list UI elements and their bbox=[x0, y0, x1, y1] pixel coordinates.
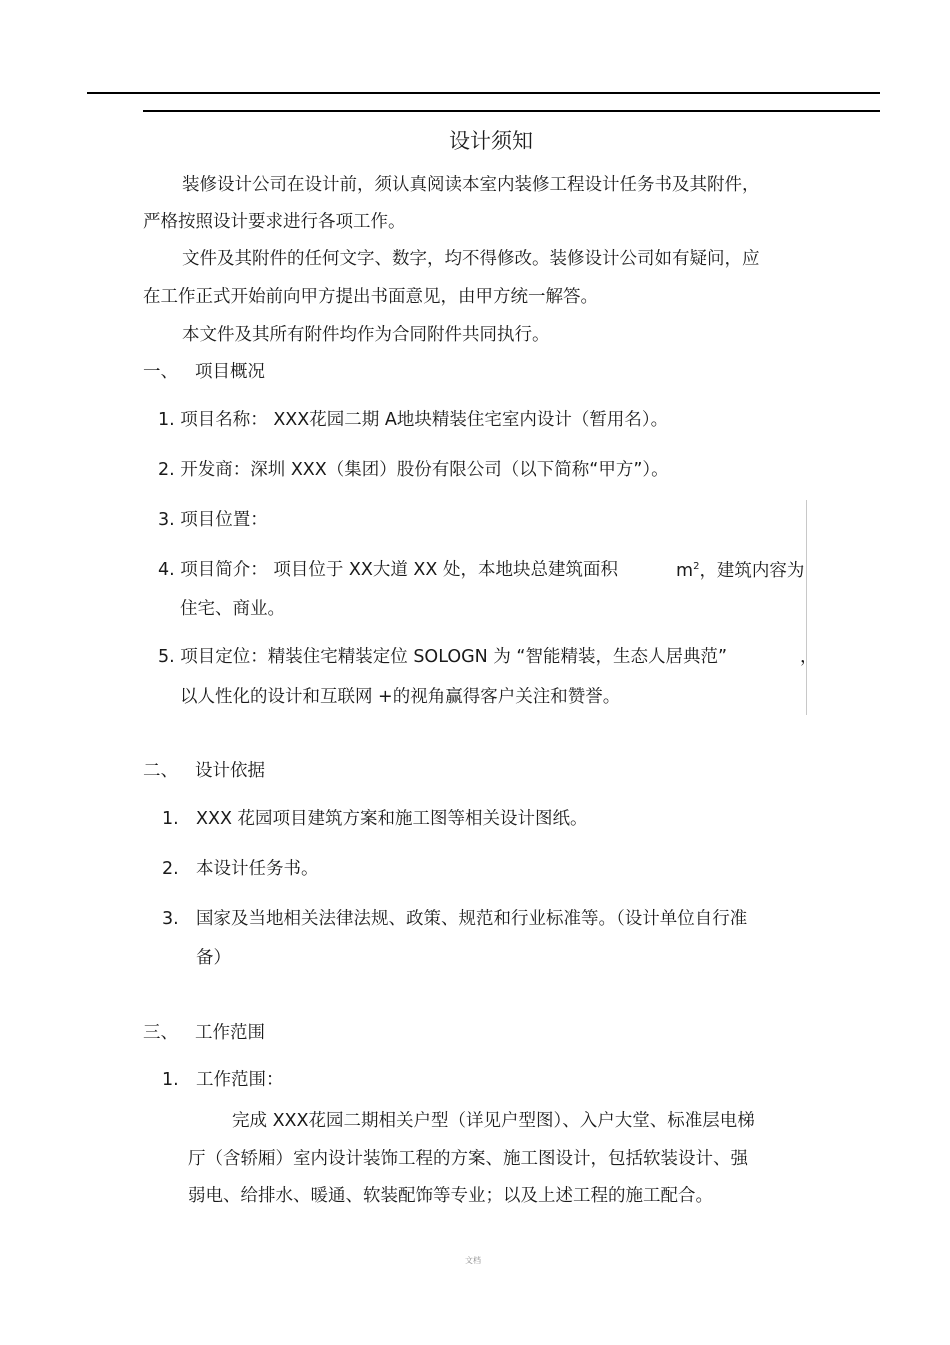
s1-item-1: 1. 项目名称： XXX花园二期 A地块精装住宅室内设计（暂用名）。 bbox=[158, 410, 669, 430]
s2-item-3-cont: 备） bbox=[196, 948, 231, 968]
page-footer: 文档 bbox=[465, 1256, 481, 1265]
header-rule-top bbox=[87, 92, 880, 94]
s1-item-2: 2. 开发商：深圳 XXX（集团）股份有限公司（以下简称“甲方”）。 bbox=[158, 460, 669, 480]
area-unit-superscript: 2 bbox=[693, 561, 700, 572]
s2-item-3-text: 国家及当地相关法律法规、政策、规范和行业标准等。（设计单位自行准 bbox=[196, 909, 748, 929]
s3-para-line-3: 弱电、给排水、暖通、软装配饰等专业；以及上述工程的施工配合。 bbox=[188, 1186, 713, 1206]
s2-item-2-text: 本设计任务书。 bbox=[196, 859, 319, 879]
intro-line-2: 严格按照设计要求进行各项工作。 bbox=[143, 212, 406, 232]
s3-item-1-label: 工作范围： bbox=[196, 1070, 284, 1090]
section-2-title: 设计依据 bbox=[195, 761, 265, 781]
section-3-title: 工作范围 bbox=[195, 1023, 265, 1043]
section-2-number: 二、 bbox=[143, 761, 178, 781]
intro-line-1: 装修设计公司在设计前，须认真阅读本室内装修工程设计任务书及其附件， bbox=[182, 175, 760, 195]
intro-line-3: 文件及其附件的任何文字、数字，均不得修改。装修设计公司如有疑问，应 bbox=[182, 249, 760, 269]
s2-item-2-number: 2. bbox=[162, 859, 179, 879]
area-unit: m bbox=[676, 560, 694, 581]
s1-item-3: 3. 项目位置： bbox=[158, 510, 268, 530]
page-title: 设计须知 bbox=[449, 129, 533, 153]
s1-item-5-cont: 以人性化的设计和互联网 +的视角赢得客户关注和赞誉。 bbox=[180, 687, 621, 707]
s1-item-5-tail: ， bbox=[800, 647, 818, 667]
intro-line-5: 本文件及其所有附件均作为合同附件共同执行。 bbox=[182, 325, 550, 345]
s1-item-4-tail bbox=[676, 562, 804, 580]
s3-para-line-1: 完成 XXX花园二期相关户型（详见户型图）、入户大堂、标准层电梯 bbox=[232, 1111, 755, 1131]
section-1-number: 一、 bbox=[143, 362, 178, 382]
s1-item-5: 5. 项目定位：精装住宅精装定位 SOLOGN 为 “智能精装，生态人居典范” bbox=[158, 647, 728, 667]
s2-item-1-number: 1. bbox=[162, 809, 179, 829]
s2-item-3-number: 3. bbox=[162, 909, 179, 929]
item-4-tail-text: ，建筑内容为 bbox=[699, 560, 805, 581]
s2-item-1-text: XXX 花园项目建筑方案和施工图等相关设计图纸。 bbox=[196, 809, 588, 829]
s3-para-line-2: 厅（含轿厢）室内设计装饰工程的方案、施工图设计，包括软装设计、强 bbox=[188, 1149, 748, 1169]
margin-line bbox=[806, 500, 807, 715]
header-rule-bottom bbox=[143, 110, 880, 112]
s1-item-4-cont: 住宅、商业。 bbox=[180, 599, 285, 619]
s3-item-1-number: 1. bbox=[162, 1070, 179, 1090]
intro-line-4: 在工作正式开始前向甲方提出书面意见，由甲方统一解答。 bbox=[143, 287, 598, 307]
section-1-title: 项目概况 bbox=[195, 362, 265, 382]
section-3-number: 三、 bbox=[143, 1023, 178, 1043]
s1-item-4: 4. 项目简介： 项目位于 XX大道 XX 处，本地块总建筑面积 bbox=[158, 560, 618, 580]
